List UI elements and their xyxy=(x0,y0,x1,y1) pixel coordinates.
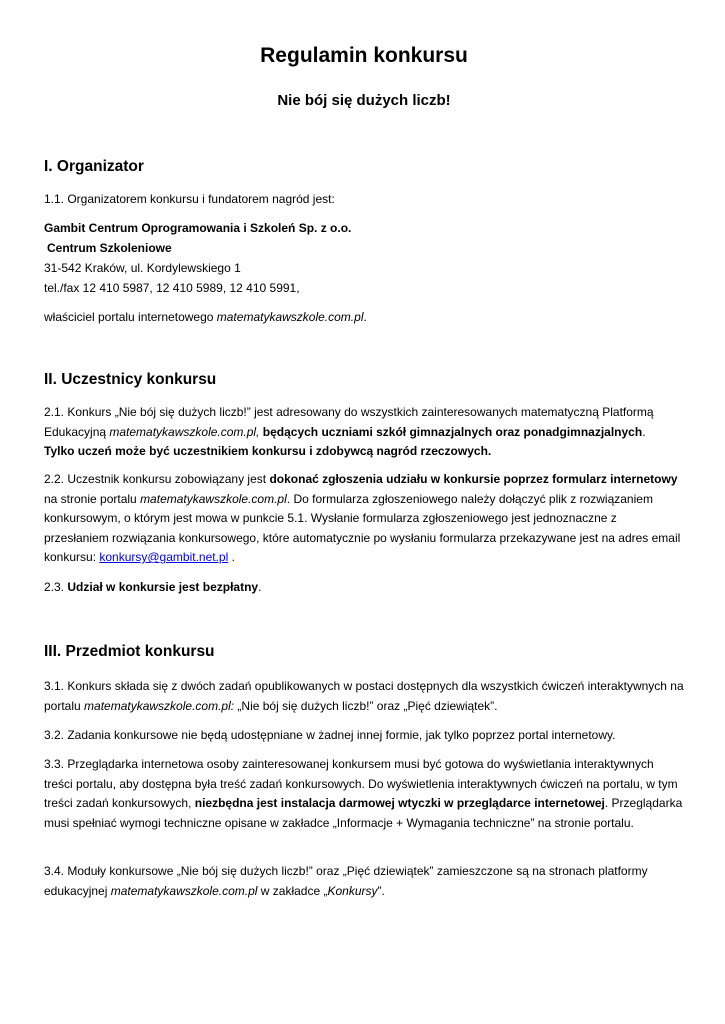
document-title: Regulamin konkursu xyxy=(260,44,468,67)
p21-bold: będących uczniami szkół gimnazjalnych oraz ponadgimnazjalnych xyxy=(259,424,643,439)
tab-name: Konkursy xyxy=(327,883,378,898)
p22-text: 2.2. Uczestnik konkursu zobowiązany jest xyxy=(44,472,270,486)
paragraph-2-2 xyxy=(44,470,684,568)
owner-suffix: . xyxy=(363,310,367,324)
p33-bold: niezbędna jest instalacja darmowej wtyczki w przeglądarce internetowej xyxy=(194,796,605,810)
p23-number: 2.3. xyxy=(44,580,68,594)
paragraph-2-1 xyxy=(44,403,684,462)
organizer-department: Centrum Szkoleniowe xyxy=(47,241,172,255)
document-subtitle: Nie bój się dużych liczb! xyxy=(277,92,451,109)
section-heading-organizer: I. Organizator xyxy=(44,158,144,175)
portal-name: matematykawszkole.com.pl xyxy=(140,491,287,506)
p23-period: . xyxy=(258,580,262,594)
organizer-phone: tel./fax 12 410 5987, 12 410 5989, 12 410 5991, xyxy=(44,281,300,295)
owner-prefix: właściciel portalu internetowego xyxy=(44,310,217,324)
p22-text-2: na stronie portalu xyxy=(44,491,141,506)
p33-text-2: . Przeglądarka musi spełniać wymogi techniczne opisane w zakładce „Informacje + Wymagania techniczne” na stronie portalu. xyxy=(44,796,683,830)
portal-name: matematykawszkole.com.pl: xyxy=(84,698,235,713)
paragraph-2-3 xyxy=(44,578,684,598)
p34-text: 3.4. Moduły konkursowe „Nie bój się dużych liczb!” oraz „Pięć dziewiątek” zamieszczone są na stronach platformy edukacyjnej xyxy=(44,864,648,898)
p22-bold: dokonać zgłoszenia udziału w konkursie poprzez formularz internetowy xyxy=(269,472,678,486)
p31-text: 3.1. Konkurs składa się z dwóch zadań opublikowanych w postaci dostępnych dla wszystkich ćwiczeń interaktywnych na portalu xyxy=(44,679,684,713)
organizer-address: 31-542 Kraków, ul. Kordylewskiego 1 xyxy=(44,261,241,275)
organizer-name: Gambit Centrum Oprogramowania i Szkoleń Sp. z o.o. xyxy=(44,221,352,235)
p22-end: . xyxy=(228,550,235,564)
paragraph-3-1 xyxy=(44,677,684,716)
p34-end: ”. xyxy=(377,883,385,898)
p33-text: 3.3. Przeglądarka internetowa osoby zainteresowanej konkursem musi być gotowa do wyświetlania interaktywnych treści portalu, aby dostępna była treść zadań konkursowych. Do wyświetlenia interaktywnych ćwiczeń na portalu, w tym treści zadań konkursowych, xyxy=(44,757,678,810)
portal-name: matematykawszkole.com.pl xyxy=(110,883,258,898)
contest-email-link[interactable]: konkursy@gambit.net.pl xyxy=(99,550,229,564)
section-heading-subject: III. Przedmiot konkursu xyxy=(44,643,215,660)
organizer-owner xyxy=(44,308,684,328)
paragraph-3-3 xyxy=(44,755,684,833)
p34-text-2: w zakładce „ xyxy=(257,883,328,898)
p21-period: . xyxy=(642,424,646,439)
p21-only-student: Tylko uczeń może być uczestnikiem konkursu i zdobywcą nagród rzeczowych. xyxy=(44,444,492,458)
portal-name: matematykawszkole.com.pl, xyxy=(109,424,260,439)
p31-text-2: „Nie bój się dużych liczb!” oraz „Pięć dziewiątek”. xyxy=(234,698,498,713)
section-heading-participants: II. Uczestnicy konkursu xyxy=(44,371,217,388)
p21-text: 2.1. Konkurs „Nie bój się dużych liczb!” jest adresowany do wszystkich zainteresowanych matematyczną Platformą Edukacyjną xyxy=(44,405,654,439)
paragraph-1-1: 1.1. Organizatorem konkursu i fundatorem nagród jest: xyxy=(44,192,335,206)
p22-text-3: . Do formularza zgłoszeniowego należy dołączyć plik z rozwiązaniem konkursowym, o którym jest mowa w punkcie 5.1. Wysłanie formularza zgłoszeniowego jest jednoznaczne z przesłaniem rozwiązania konkursowego, które automatycznie po wysłaniu formularza przekazywane jest na adres email konkursu: xyxy=(44,491,681,564)
p23-bold: Udział w konkursie jest bezpłatny xyxy=(67,580,259,594)
portal-name: matematykawszkole.com.pl xyxy=(216,310,364,324)
paragraph-3-4 xyxy=(44,862,684,901)
paragraph-3-2: 3.2. Zadania konkursowe nie będą udostępniane w żadnej innej formie, jak tylko poprzez portal internetowy. xyxy=(44,728,616,742)
